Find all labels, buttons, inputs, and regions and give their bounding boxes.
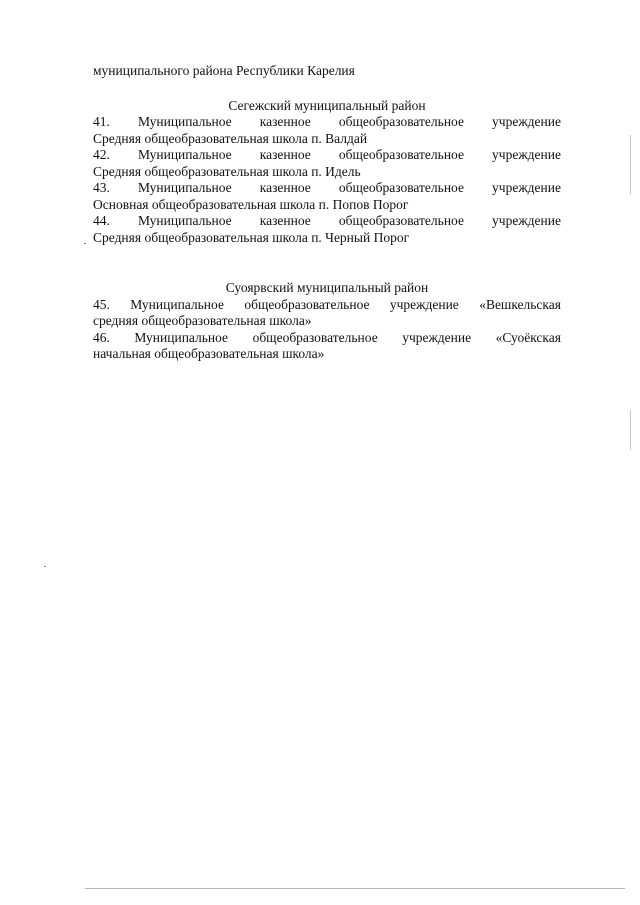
item-continuation: Средняя общеобразовательная школа п. Черный Порог	[93, 229, 410, 245]
item-number: 42.	[93, 147, 110, 162]
item-number: 46.	[93, 329, 110, 345]
item-word: Муниципальное	[137, 213, 232, 228]
item-word: Муниципальное	[137, 147, 232, 162]
item-continuation: Средняя общеобразовательная школа п. Валдай	[93, 130, 368, 146]
item-word: казенное	[259, 180, 311, 195]
list-item	[93, 297, 561, 330]
scan-speck	[84, 243, 86, 244]
item-number: 41.	[93, 114, 110, 129]
item-number: 44.	[93, 213, 110, 228]
item-continuation: Средняя общеобразовательная школа п. Идель	[93, 163, 361, 179]
list-item	[93, 213, 561, 246]
item-word: «Суоёкская	[495, 329, 561, 345]
item-word: учреждение	[402, 329, 472, 345]
item-word: общеобразовательное	[338, 213, 464, 228]
item-word: общеобразовательное	[244, 296, 370, 312]
item-word: Муниципальное	[130, 296, 224, 312]
item-word: учреждение	[492, 114, 561, 129]
item-word: казенное	[259, 114, 311, 129]
item-word: учреждение	[492, 180, 561, 195]
scan-edge-mark	[630, 410, 631, 450]
item-word: Муниципальное	[137, 114, 232, 129]
scan-bottom-edge	[85, 888, 625, 889]
list-item	[93, 147, 561, 180]
item-word: общеобразовательное	[252, 329, 378, 345]
item-word: учреждение	[492, 147, 561, 162]
item-continuation: средняя общеобразовательная школа»	[93, 313, 312, 328]
item-word: казенное	[259, 213, 311, 228]
item-word: общеобразовательное	[338, 147, 464, 162]
item-word: учреждение	[389, 296, 459, 312]
header-line: муниципального района Республики Карелия	[93, 63, 355, 78]
section-segezha	[93, 98, 561, 247]
item-word: учреждение	[492, 213, 561, 228]
item-number: 43.	[93, 180, 110, 195]
section-title: Суоярвский муниципальный район	[225, 280, 429, 295]
item-continuation: Основная общеобразовательная школа п. Попов Порог	[93, 196, 409, 212]
item-word: казенное	[259, 147, 311, 162]
scan-edge-mark	[630, 135, 631, 195]
list-item	[93, 330, 561, 363]
item-word: Муниципальное	[134, 329, 229, 345]
item-word: Муниципальное	[137, 180, 232, 195]
section-suoyarvi	[93, 280, 561, 363]
item-word: «Вешкельская	[479, 296, 561, 312]
scan-speck	[44, 566, 46, 567]
list-item	[93, 180, 561, 213]
item-word: общеобразовательное	[338, 180, 464, 195]
list-item	[93, 114, 561, 147]
document-body	[93, 63, 561, 363]
section-title: Сегежский муниципальный район	[228, 97, 426, 113]
item-word: общеобразовательное	[338, 114, 464, 129]
item-continuation: начальная общеобразовательная школа»	[93, 346, 325, 361]
item-number: 45.	[93, 296, 110, 312]
